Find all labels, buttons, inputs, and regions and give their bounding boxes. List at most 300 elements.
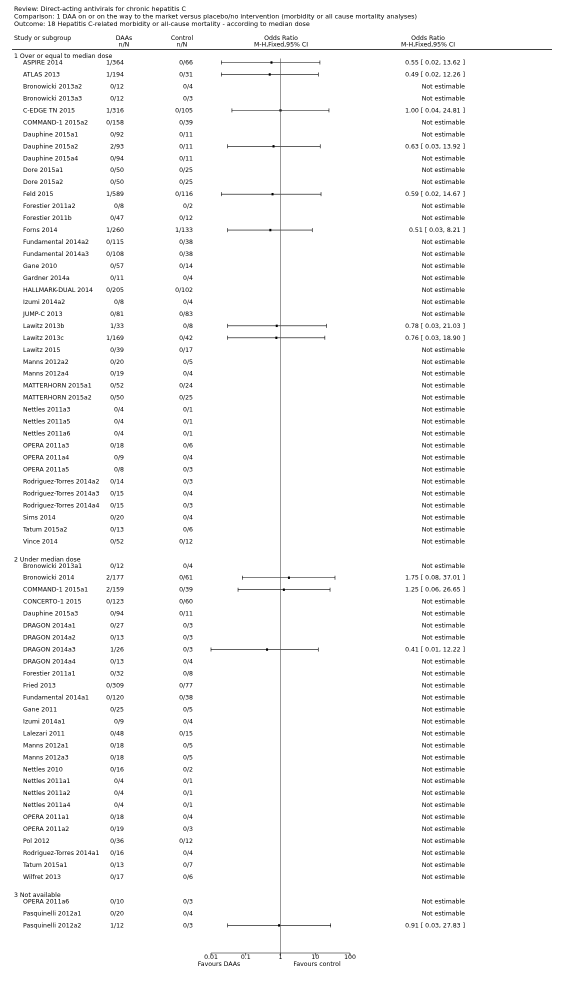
odds-ratio-ci: Not estimable: [421, 873, 465, 881]
control-events: 0/17: [179, 346, 193, 354]
control-events: 0/102: [175, 286, 193, 294]
daa-events: 0/19: [110, 826, 124, 834]
odds-ratio-ci: Not estimable: [421, 406, 465, 414]
odds-ratio-ci: Not estimable: [421, 454, 465, 462]
daa-events: 0/18: [110, 742, 124, 750]
control-events: 0/25: [179, 179, 193, 187]
daa-events: 0/50: [110, 179, 124, 187]
study-name: Pol 2012: [23, 838, 50, 846]
daa-events: 0/81: [110, 310, 124, 318]
control-events: 0/11: [179, 131, 193, 139]
odds-ratio-ci: Not estimable: [421, 718, 465, 726]
odds-ratio-ci: Not estimable: [421, 742, 465, 750]
daa-events: 0/108: [106, 251, 124, 259]
daa-events: 0/158: [106, 119, 124, 127]
point-estimate: [283, 589, 285, 591]
control-events: 0/4: [183, 718, 193, 726]
column-header-daas: DAAs: [115, 35, 133, 42]
daa-events: 0/52: [110, 382, 124, 390]
column-header-control-nn: n/N: [176, 41, 188, 49]
study-name: Dauphine 2015a3: [23, 610, 79, 618]
control-events: 0/3: [183, 826, 193, 834]
control-events: 0/116: [175, 191, 193, 199]
daa-events: 0/39: [110, 346, 124, 354]
subgroup-title: 3 Not available: [14, 891, 61, 899]
subgroup-title: 2 Under median dose: [14, 556, 81, 564]
odds-ratio-ci: Not estimable: [421, 83, 465, 91]
study-name: JUMP-C 2013: [23, 310, 63, 318]
odds-ratio-ci: Not estimable: [421, 898, 465, 906]
study-name: Fried 2013: [23, 682, 56, 690]
control-events: 0/1: [183, 430, 193, 438]
study-name: Dore 2015a2: [23, 179, 64, 187]
control-events: 0/3: [183, 646, 193, 654]
favours-control-label: Favours control: [293, 961, 341, 968]
control-events: 0/4: [183, 298, 193, 306]
study-name: Forestier 2011b: [23, 215, 72, 223]
odds-ratio-ci: Not estimable: [421, 910, 465, 918]
control-events: 0/6: [183, 526, 193, 534]
control-events: 0/4: [183, 850, 193, 858]
odds-ratio-ci: 1.75 [ 0.08, 37.01 ]: [405, 574, 465, 582]
control-events: 0/3: [183, 622, 193, 630]
control-events: 0/83: [179, 310, 193, 318]
daa-events: 0/10: [110, 898, 124, 906]
study-name: COMMAND-1 2015a2: [23, 119, 89, 127]
control-events: 0/25: [179, 394, 193, 402]
odds-ratio-ci: Not estimable: [421, 838, 465, 846]
study-name: Manns 2012a4: [23, 370, 69, 378]
odds-ratio-ci: 0.59 [ 0.02, 14.67 ]: [405, 191, 465, 199]
study-name: Manns 2012a2: [23, 358, 69, 366]
control-events: 0/6: [183, 442, 193, 450]
study-name: Bronowicki 2013a2: [23, 83, 83, 91]
point-estimate: [269, 73, 271, 75]
daa-events: 0/47: [110, 215, 124, 223]
control-events: 0/4: [183, 910, 193, 918]
study-name: DRAGON 2014a4: [23, 658, 76, 666]
odds-ratio-ci: 0.51 [ 0.03, 8.21 ]: [409, 227, 465, 235]
daa-events: 0/32: [110, 670, 124, 678]
control-events: 0/5: [183, 358, 193, 366]
control-events: 0/1: [183, 802, 193, 810]
daa-events: 0/50: [110, 167, 124, 175]
odds-ratio-ci: Not estimable: [421, 370, 465, 378]
daa-events: 0/94: [110, 610, 124, 618]
study-name: OPERA 2011a5: [23, 466, 70, 474]
comparison-title: Comparison: 1 DAA on or on the way to the market versus placebo/no intervention (morbidity or all cause mortality analyses): [14, 12, 417, 21]
study-name: OPERA 2011a4: [23, 454, 70, 462]
odds-ratio-ci: Not estimable: [421, 706, 465, 714]
daa-events: 0/15: [110, 490, 124, 498]
control-events: 0/4: [183, 514, 193, 522]
point-estimate: [272, 193, 274, 195]
control-events: 0/1: [183, 778, 193, 786]
subgroup-title: 1 Over or equal to median dose: [14, 53, 113, 60]
column-header-odds-ratio: Odds Ratio: [264, 35, 298, 42]
control-events: 0/8: [183, 322, 193, 330]
study-name: Tatum 2015a2: [23, 526, 68, 534]
control-events: 0/1: [183, 790, 193, 798]
control-events: 0/15: [179, 730, 193, 738]
daa-events: 0/9: [114, 718, 124, 726]
study-name: Manns 2012a3: [23, 754, 69, 762]
study-name: OPERA 2011a3: [23, 442, 70, 450]
control-events: 0/5: [183, 706, 193, 714]
x-tick-label: 0.01: [204, 954, 218, 961]
study-name: Fundamental 2014a3: [23, 251, 89, 259]
control-events: 0/38: [179, 694, 193, 702]
odds-ratio-ci: 1.25 [ 0.06, 26.65 ]: [405, 586, 465, 594]
daa-events: 0/27: [110, 622, 124, 630]
odds-ratio-ci: Not estimable: [421, 598, 465, 606]
odds-ratio-ci: Not estimable: [421, 730, 465, 738]
daa-events: 0/14: [110, 478, 124, 486]
study-name: Forestier 2011a2: [23, 203, 76, 211]
daa-events: 0/4: [114, 406, 124, 414]
daa-events: 0/4: [114, 802, 124, 810]
daa-events: 0/120: [106, 694, 124, 702]
odds-ratio-ci: Not estimable: [421, 658, 465, 666]
point-estimate: [269, 229, 271, 231]
daa-events: 1/26: [110, 646, 124, 654]
odds-ratio-ci: Not estimable: [421, 670, 465, 678]
study-name: Sims 2014: [23, 514, 56, 522]
daa-events: 0/4: [114, 790, 124, 798]
odds-ratio-ci: Not estimable: [421, 694, 465, 702]
study-name: Pasquinelli 2012a2: [23, 922, 82, 930]
study-name: Pasquinelli 2012a1: [23, 910, 82, 918]
study-name: Nettles 2011a6: [23, 430, 71, 438]
study-name: Gardner 2014a: [23, 274, 70, 282]
study-name: CONCERTO-1 2015: [23, 598, 82, 606]
control-events: 0/11: [179, 610, 193, 618]
control-events: 0/4: [183, 490, 193, 498]
daa-events: 0/36: [110, 838, 124, 846]
control-events: 0/12: [179, 838, 193, 846]
odds-ratio-ci: 0.55 [ 0.02, 13.62 ]: [405, 59, 465, 67]
study-name: Lawitz 2015: [23, 346, 61, 354]
study-name: Rodriguez-Torres 2014a4: [23, 502, 100, 510]
daa-events: 0/12: [110, 562, 124, 570]
study-name: Bronowicki 2013a3: [23, 95, 83, 103]
odds-ratio-ci: Not estimable: [421, 167, 465, 175]
odds-ratio-ci: Not estimable: [421, 790, 465, 798]
control-events: 0/3: [183, 478, 193, 486]
study-name: Forestier 2011a1: [23, 670, 76, 678]
point-estimate: [288, 577, 290, 579]
control-events: 0/3: [183, 95, 193, 103]
odds-ratio-ci: 0.63 [ 0.03, 13.92 ]: [405, 143, 465, 151]
odds-ratio-ci: Not estimable: [421, 394, 465, 402]
study-name: Dauphine 2015a2: [23, 143, 79, 151]
odds-ratio-ci: Not estimable: [421, 490, 465, 498]
daa-events: 0/13: [110, 634, 124, 642]
review-title: Review: Direct-acting antivirals for chronic hepatitis C: [14, 5, 186, 13]
study-name: C-EDGE TN 2015: [23, 107, 76, 115]
odds-ratio-ci: Not estimable: [421, 682, 465, 690]
daa-events: 0/17: [110, 873, 124, 881]
study-name: Rodriguez-Torres 2014a1: [23, 850, 100, 858]
odds-ratio-ci: Not estimable: [421, 622, 465, 630]
daa-events: 0/20: [110, 358, 124, 366]
study-name: Dore 2015a1: [23, 167, 64, 175]
odds-ratio-ci: Not estimable: [421, 766, 465, 774]
daa-events: 0/19: [110, 370, 124, 378]
study-name: Fundamental 2014a2: [23, 239, 89, 247]
daa-events: 0/12: [110, 95, 124, 103]
study-name: Rodriguez-Torres 2014a3: [23, 490, 100, 498]
control-events: 0/4: [183, 370, 193, 378]
study-rows: [14, 53, 465, 929]
study-name: MATTERHORN 2015a2: [23, 394, 92, 402]
odds-ratio-ci: Not estimable: [421, 466, 465, 474]
daa-events: 0/115: [106, 239, 124, 247]
odds-ratio-ci: Not estimable: [421, 526, 465, 534]
daa-events: 1/194: [106, 71, 124, 79]
odds-ratio-ci: Not estimable: [421, 286, 465, 294]
x-tick-label: 100: [344, 954, 356, 961]
daa-events: 0/15: [110, 502, 124, 510]
control-events: 0/60: [179, 598, 193, 606]
control-events: 0/1: [183, 418, 193, 426]
study-name: Nettles 2011a3: [23, 406, 71, 414]
daa-events: 0/309: [106, 682, 124, 690]
odds-ratio-ci: Not estimable: [421, 850, 465, 858]
daa-events: 1/33: [110, 322, 124, 330]
odds-ratio-ci: Not estimable: [421, 262, 465, 270]
odds-ratio-ci: Not estimable: [421, 131, 465, 139]
daa-events: 0/4: [114, 418, 124, 426]
odds-ratio-ci: Not estimable: [421, 442, 465, 450]
odds-ratio-ci: Not estimable: [421, 382, 465, 390]
control-events: 0/4: [183, 274, 193, 282]
control-events: 0/2: [183, 766, 193, 774]
study-name: OPERA 2011a1: [23, 814, 70, 822]
control-events: 0/6: [183, 873, 193, 881]
study-name: DRAGON 2014a1: [23, 622, 76, 630]
odds-ratio-ci: Not estimable: [421, 538, 465, 546]
odds-ratio-ci: Not estimable: [421, 634, 465, 642]
control-events: 0/38: [179, 251, 193, 259]
study-name: Vince 2014: [23, 538, 58, 546]
odds-ratio-ci: Not estimable: [421, 502, 465, 510]
daa-events: 0/13: [110, 526, 124, 534]
odds-ratio-ci: Not estimable: [421, 430, 465, 438]
control-events: 0/25: [179, 167, 193, 175]
odds-ratio-ci: Not estimable: [421, 478, 465, 486]
study-name: OPERA 2011a6: [23, 898, 70, 906]
odds-ratio-ci: Not estimable: [421, 203, 465, 211]
point-estimate: [266, 648, 268, 650]
point-estimate: [275, 337, 277, 339]
daa-events: 0/20: [110, 910, 124, 918]
control-events: 0/3: [183, 466, 193, 474]
control-events: 0/24: [179, 382, 193, 390]
daa-events: 0/13: [110, 658, 124, 666]
study-name: Rodriguez-Torres 2014a2: [23, 478, 100, 486]
odds-ratio-ci: Not estimable: [421, 358, 465, 366]
study-name: Manns 2012a1: [23, 742, 69, 750]
study-name: Lalezari 2011: [23, 730, 65, 738]
control-events: 0/39: [179, 586, 193, 594]
daa-events: 0/9: [114, 454, 124, 462]
odds-ratio-ci: Not estimable: [421, 239, 465, 247]
x-tick-label: 10: [311, 954, 320, 961]
study-name: DRAGON 2014a3: [23, 646, 76, 654]
odds-ratio-ci: Not estimable: [421, 298, 465, 306]
daa-events: 1/169: [106, 334, 124, 342]
odds-ratio-ci: Not estimable: [421, 119, 465, 127]
control-events: 0/11: [179, 155, 193, 163]
study-name: Nettles 2011a4: [23, 802, 71, 810]
control-events: 0/12: [179, 538, 193, 546]
control-events: 0/66: [179, 59, 193, 67]
study-name: Tatum 2015a1: [23, 862, 68, 870]
daa-events: 0/11: [110, 274, 124, 282]
control-events: 0/12: [179, 215, 193, 223]
daa-events: 0/57: [110, 262, 124, 270]
study-name: Nettles 2011a5: [23, 418, 71, 426]
study-name: Lawitz 2013b: [23, 322, 65, 330]
study-name: Nettles 2011a2: [23, 790, 71, 798]
control-events: 0/42: [179, 334, 193, 342]
daa-events: 1/364: [106, 59, 124, 67]
column-header-method: M-H,Fixed,95% CI: [253, 41, 309, 49]
daa-events: 2/159: [106, 586, 124, 594]
control-events: 0/4: [183, 658, 193, 666]
study-name: Gane 2010: [23, 262, 58, 270]
daa-events: 0/16: [110, 850, 124, 858]
odds-ratio-ci: Not estimable: [421, 155, 465, 163]
daa-events: 0/8: [114, 298, 124, 306]
odds-ratio-ci: Not estimable: [421, 814, 465, 822]
odds-ratio-ci: Not estimable: [421, 754, 465, 762]
outcome-title: Outcome: 18 Hepatitis C-related morbidity or all-cause mortality - according to median dose: [14, 20, 310, 28]
study-name: COMMAND-1 2015a1: [23, 586, 89, 594]
control-events: 0/2: [183, 203, 193, 211]
daa-events: 0/52: [110, 538, 124, 546]
daa-events: 0/13: [110, 862, 124, 870]
daa-events: 0/8: [114, 203, 124, 211]
control-events: 0/77: [179, 682, 193, 690]
odds-ratio-ci: 0.91 [ 0.03, 27.83 ]: [405, 922, 465, 930]
control-events: 0/39: [179, 119, 193, 127]
column-header-daas-nn: n/N: [118, 41, 130, 49]
daa-events: 0/123: [106, 598, 124, 606]
odds-ratio-ci: Not estimable: [421, 826, 465, 834]
daa-events: 0/205: [106, 286, 124, 294]
study-name: Izumi 2014a2: [23, 298, 66, 306]
daa-events: 0/8: [114, 466, 124, 474]
study-name: Bronowicki 2013a1: [23, 562, 83, 570]
study-name: Lawitz 2013c: [23, 334, 64, 342]
study-name: Nettles 2011a1: [23, 778, 71, 786]
control-events: 0/3: [183, 922, 193, 930]
study-name: ASPIRE 2014: [23, 59, 63, 67]
daa-events: 0/48: [110, 730, 124, 738]
odds-ratio-ci: Not estimable: [421, 802, 465, 810]
control-events: 0/4: [183, 83, 193, 91]
odds-ratio-ci: 0.78 [ 0.03, 21.03 ]: [405, 322, 465, 330]
control-events: 0/105: [175, 107, 193, 115]
control-events: 0/3: [183, 898, 193, 906]
study-name: DRAGON 2014a2: [23, 634, 76, 642]
daa-events: 1/589: [106, 191, 124, 199]
study-name: Forns 2014: [23, 227, 58, 235]
study-name: MATTERHORN 2015a1: [23, 382, 92, 390]
control-events: 1/133: [175, 227, 193, 235]
control-events: 0/11: [179, 143, 193, 151]
point-estimate: [276, 325, 278, 327]
x-tick-label: 1: [278, 954, 283, 961]
daa-events: 0/18: [110, 754, 124, 762]
daa-events: 0/18: [110, 442, 124, 450]
control-events: 0/7: [183, 862, 193, 870]
point-estimate: [273, 145, 275, 147]
daa-events: 0/16: [110, 766, 124, 774]
daa-events: 1/12: [110, 922, 124, 930]
odds-ratio-ci: 0.49 [ 0.02, 12.26 ]: [405, 71, 465, 79]
control-events: 0/3: [183, 634, 193, 642]
control-events: 0/5: [183, 742, 193, 750]
control-events: 0/4: [183, 814, 193, 822]
daa-events: 1/260: [106, 227, 124, 235]
daa-events: 0/18: [110, 814, 124, 822]
odds-ratio-ci: Not estimable: [421, 179, 465, 187]
x-axis-ticks: [204, 953, 356, 961]
study-name: Izumi 2014a1: [23, 718, 66, 726]
study-name: Nettles 2010: [23, 766, 63, 774]
control-events: 0/31: [179, 71, 193, 79]
point-estimate: [278, 924, 280, 926]
study-name: Wilfret 2013: [23, 873, 61, 881]
control-events: 0/1: [183, 406, 193, 414]
column-header-study: Study or subgroup: [14, 35, 72, 42]
odds-ratio-ci: Not estimable: [421, 778, 465, 786]
odds-ratio-ci: Not estimable: [421, 610, 465, 618]
control-events: 0/38: [179, 239, 193, 247]
column-header-method-right: M-H,Fixed,95% CI: [400, 41, 456, 49]
odds-ratio-ci: Not estimable: [421, 274, 465, 282]
daa-events: 0/20: [110, 514, 124, 522]
study-name: Fundamental 2014a1: [23, 694, 89, 702]
daa-events: 2/93: [110, 143, 124, 151]
odds-ratio-ci: 0.41 [ 0.01, 12.22 ]: [405, 646, 465, 654]
study-name: ATLAS 2013: [23, 71, 60, 79]
study-name: Bronowicki 2014: [23, 574, 75, 582]
favours-daas-label: Favours DAAs: [197, 961, 241, 968]
odds-ratio-ci: Not estimable: [421, 562, 465, 570]
control-events: 0/4: [183, 562, 193, 570]
odds-ratio-ci: Not estimable: [421, 95, 465, 103]
daa-events: 0/4: [114, 430, 124, 438]
odds-ratio-ci: Not estimable: [421, 346, 465, 354]
column-header-odds-ratio-right: Odds Ratio: [411, 35, 445, 42]
daa-events: 1/316: [106, 107, 124, 115]
control-events: 0/5: [183, 754, 193, 762]
study-name: Dauphine 2015a4: [23, 155, 79, 163]
control-events: 0/3: [183, 502, 193, 510]
daa-events: 0/4: [114, 778, 124, 786]
study-name: Gane 2011: [23, 706, 58, 714]
control-events: 0/4: [183, 454, 193, 462]
odds-ratio-ci: Not estimable: [421, 418, 465, 426]
column-header-control: Control: [170, 35, 194, 42]
odds-ratio-ci: 0.76 [ 0.03, 18.90 ]: [405, 334, 465, 342]
daa-events: 0/12: [110, 83, 124, 91]
odds-ratio-ci: Not estimable: [421, 862, 465, 870]
